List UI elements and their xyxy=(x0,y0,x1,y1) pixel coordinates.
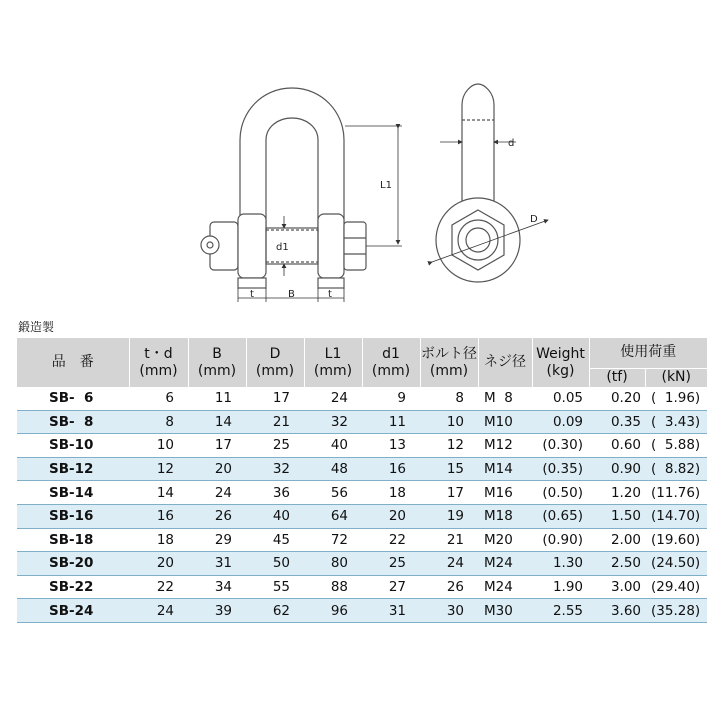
table-cell: 2.00 xyxy=(589,528,645,552)
table-row xyxy=(17,528,707,552)
table-cell: SB-14 xyxy=(17,481,129,505)
d-small-label: d xyxy=(508,138,515,149)
table-row xyxy=(17,481,707,505)
header-load-kn: (kN) xyxy=(645,368,707,387)
table-cell: 18 xyxy=(129,528,188,552)
table-cell: M10 xyxy=(478,410,532,434)
front-view xyxy=(201,88,366,288)
table-cell: 0.35 xyxy=(589,410,645,434)
table-cell: (35.28) xyxy=(645,599,707,623)
table-cell: (0.30) xyxy=(532,434,589,458)
table-body xyxy=(17,387,707,622)
table-cell: 27 xyxy=(362,575,420,599)
table-cell: 10 xyxy=(129,434,188,458)
material-caption: 鍛造製 xyxy=(18,320,55,334)
table-cell: SB- 8 xyxy=(17,410,129,434)
table-cell: 64 xyxy=(304,504,362,528)
table-cell: SB-10 xyxy=(17,434,129,458)
table-cell: 26 xyxy=(420,575,478,599)
shackle-drawing xyxy=(0,0,720,315)
table-cell: 24 xyxy=(129,599,188,623)
table-cell: 0.90 xyxy=(589,457,645,481)
table-cell: 3.60 xyxy=(589,599,645,623)
table-cell: 48 xyxy=(304,457,362,481)
table-cell: 13 xyxy=(362,434,420,458)
header-b: B (mm) xyxy=(188,338,246,387)
table-cell: 88 xyxy=(304,575,362,599)
table-row xyxy=(17,552,707,576)
table-cell: 3.00 xyxy=(589,575,645,599)
table-cell: 80 xyxy=(304,552,362,576)
table-cell: 26 xyxy=(188,504,246,528)
table-cell: 14 xyxy=(129,481,188,505)
table-cell: 10 xyxy=(420,410,478,434)
table-cell: 2.55 xyxy=(532,599,589,623)
t-left-label: t xyxy=(250,289,254,300)
l1-label: L1 xyxy=(380,180,392,191)
table-cell: 18 xyxy=(362,481,420,505)
table-header xyxy=(17,338,707,387)
table-cell: 11 xyxy=(362,410,420,434)
table-cell: (0.35) xyxy=(532,457,589,481)
header-neji: ネジ径 xyxy=(478,338,532,387)
d1-label: d1 xyxy=(276,242,289,253)
table-cell: 24 xyxy=(420,552,478,576)
table-cell: 0.09 xyxy=(532,410,589,434)
table-cell: 40 xyxy=(304,434,362,458)
table-cell: 25 xyxy=(246,434,304,458)
header-load-tf: (tf) xyxy=(589,368,645,387)
table-cell: 20 xyxy=(188,457,246,481)
header-l1: L1 (mm) xyxy=(304,338,362,387)
table-cell: M20 xyxy=(478,528,532,552)
table-cell: 31 xyxy=(188,552,246,576)
table-cell: 1.20 xyxy=(589,481,645,505)
table-cell: SB-20 xyxy=(17,552,129,576)
table-cell: ( 8.82) xyxy=(645,457,707,481)
table-cell: 1.90 xyxy=(532,575,589,599)
table-cell: SB-12 xyxy=(17,457,129,481)
table-cell: (19.60) xyxy=(645,528,707,552)
table-cell: ( 5.88) xyxy=(645,434,707,458)
table-cell: 1.30 xyxy=(532,552,589,576)
table-cell: SB-16 xyxy=(17,504,129,528)
table-cell: 17 xyxy=(246,387,304,410)
table-cell: SB-24 xyxy=(17,599,129,623)
table-cell: M14 xyxy=(478,457,532,481)
header-bolt: ボルト径 (mm) xyxy=(420,338,478,387)
table-cell: 1.50 xyxy=(589,504,645,528)
table-cell: 16 xyxy=(362,457,420,481)
table-cell: 9 xyxy=(362,387,420,410)
table-cell: 12 xyxy=(420,434,478,458)
side-view xyxy=(436,84,520,282)
table-cell: 96 xyxy=(304,599,362,623)
table-cell: SB-22 xyxy=(17,575,129,599)
table-cell: 29 xyxy=(188,528,246,552)
table-cell: 24 xyxy=(188,481,246,505)
table-cell: 17 xyxy=(420,481,478,505)
table-cell: (0.65) xyxy=(532,504,589,528)
table-row xyxy=(17,410,707,434)
table-cell: M18 xyxy=(478,504,532,528)
table-cell: 32 xyxy=(246,457,304,481)
table-cell: (14.70) xyxy=(645,504,707,528)
table-cell: 20 xyxy=(362,504,420,528)
table-cell: (0.90) xyxy=(532,528,589,552)
table-cell: 20 xyxy=(129,552,188,576)
table-cell: 25 xyxy=(362,552,420,576)
table-cell: (24.50) xyxy=(645,552,707,576)
table-cell: M 8 xyxy=(478,387,532,410)
table-cell: M16 xyxy=(478,481,532,505)
table-cell: 45 xyxy=(246,528,304,552)
table-cell: (0.50) xyxy=(532,481,589,505)
table-cell: 22 xyxy=(362,528,420,552)
table-cell: 12 xyxy=(129,457,188,481)
table-cell: 39 xyxy=(188,599,246,623)
table-cell: 2.50 xyxy=(589,552,645,576)
table-cell: M24 xyxy=(478,575,532,599)
table-cell: 0.05 xyxy=(532,387,589,410)
table-row xyxy=(17,387,707,410)
table-cell: 50 xyxy=(246,552,304,576)
table-row xyxy=(17,504,707,528)
b-label: B xyxy=(288,289,295,300)
table-cell: 8 xyxy=(420,387,478,410)
table-cell: 34 xyxy=(188,575,246,599)
header-hinban: 品 番 xyxy=(17,338,129,387)
d-large-label: D xyxy=(530,214,538,225)
table-cell: M30 xyxy=(478,599,532,623)
header-weight: Weight (kg) xyxy=(532,338,589,387)
table-cell: 22 xyxy=(129,575,188,599)
table-cell: 21 xyxy=(420,528,478,552)
t-right-label: t xyxy=(328,289,332,300)
table-cell: (29.40) xyxy=(645,575,707,599)
spec-table xyxy=(17,338,707,623)
table-cell: SB- 6 xyxy=(17,387,129,410)
table-cell: 17 xyxy=(188,434,246,458)
table-row xyxy=(17,575,707,599)
header-td: t・d (mm) xyxy=(129,338,188,387)
table-cell: 11 xyxy=(188,387,246,410)
table-cell: 8 xyxy=(129,410,188,434)
table-cell: M12 xyxy=(478,434,532,458)
table-cell: 30 xyxy=(420,599,478,623)
table-cell: 40 xyxy=(246,504,304,528)
table-cell: 0.60 xyxy=(589,434,645,458)
table-cell: 14 xyxy=(188,410,246,434)
table-row xyxy=(17,434,707,458)
table-cell: 72 xyxy=(304,528,362,552)
table-cell: 24 xyxy=(304,387,362,410)
header-d1: d1 (mm) xyxy=(362,338,420,387)
table-cell: 0.20 xyxy=(589,387,645,410)
table-cell: 62 xyxy=(246,599,304,623)
table-cell: 55 xyxy=(246,575,304,599)
table-cell: (11.76) xyxy=(645,481,707,505)
table-cell: 32 xyxy=(304,410,362,434)
table-cell: ( 1.96) xyxy=(645,387,707,410)
table-cell: 36 xyxy=(246,481,304,505)
table-row xyxy=(17,457,707,481)
table-cell: SB-18 xyxy=(17,528,129,552)
table-cell: 56 xyxy=(304,481,362,505)
table-cell: ( 3.43) xyxy=(645,410,707,434)
table-cell: 15 xyxy=(420,457,478,481)
table-row xyxy=(17,599,707,623)
table-cell: M24 xyxy=(478,552,532,576)
table-cell: 19 xyxy=(420,504,478,528)
header-load: 使用荷重 xyxy=(589,338,707,368)
table-cell: 21 xyxy=(246,410,304,434)
header-d: D (mm) xyxy=(246,338,304,387)
table-cell: 16 xyxy=(129,504,188,528)
table-cell: 6 xyxy=(129,387,188,410)
table-cell: 31 xyxy=(362,599,420,623)
